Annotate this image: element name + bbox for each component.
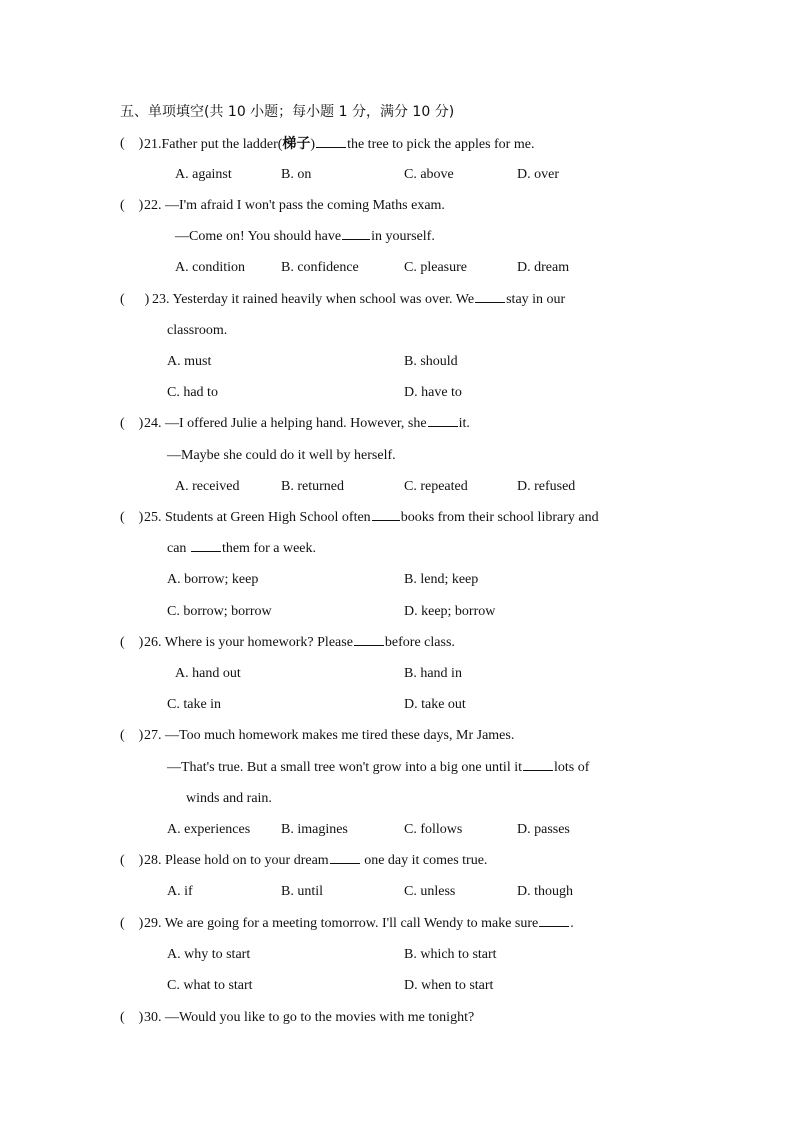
answer-paren: ( ): [120, 916, 144, 931]
question-text: 24. —I offered Julie a helping hand. However, she it.: [144, 416, 470, 431]
answer-blank: [523, 758, 553, 771]
answer-blank: [428, 414, 458, 427]
answer-paren: ( ): [120, 1010, 144, 1025]
answer-paren: ( ): [120, 416, 144, 431]
question-text: 25. Students at Green High School often books from their school library and: [144, 510, 599, 525]
option-d: D. have to: [404, 385, 462, 400]
option-c: C. what to start: [167, 978, 253, 993]
option-a: A. must: [167, 354, 212, 369]
option-c: C. follows: [404, 822, 463, 837]
option-a: A. borrow; keep: [167, 572, 259, 587]
option-c: C. repeated: [404, 479, 468, 494]
question-24-line2: —Maybe she could do it well by herself.: [167, 448, 396, 463]
question-text: 28. Please hold on to your dream one day it comes true.: [144, 853, 488, 868]
question-22-line2: —Come on! You should have in yourself.: [175, 229, 435, 244]
question-27-line3: winds and rain.: [186, 791, 272, 806]
option-a: A. hand out: [175, 666, 241, 681]
option-d: D. though: [517, 884, 573, 899]
answer-paren: ( ): [120, 728, 144, 743]
question-25-line2: can them for a week.: [167, 541, 317, 556]
option-a: A. experiences: [167, 822, 251, 837]
option-d: D. when to start: [404, 978, 494, 993]
option-c: C. above: [404, 167, 454, 182]
question-text: 29. We are going for a meeting tomorrow. I'll call Wendy to make sure .: [144, 916, 574, 931]
answer-paren: ( ): [120, 853, 144, 868]
question-23: [120, 290, 675, 310]
option-d: D. passes: [517, 822, 570, 837]
question-23-line2: classroom.: [167, 323, 228, 338]
answer-blank: [191, 539, 221, 552]
answer-blank: [475, 290, 505, 303]
option-c: C. take in: [167, 697, 222, 712]
option-c: C. borrow; borrow: [167, 604, 272, 619]
option-b: B. until: [281, 884, 324, 899]
answer-paren: ( ): [120, 136, 144, 151]
option-b: B. returned: [281, 479, 344, 494]
answer-blank: [539, 914, 569, 927]
answer-blank: [342, 227, 370, 240]
answer-blank: [354, 633, 384, 646]
option-d: D. take out: [404, 697, 466, 712]
question-27-line2: —That's true. But a small tree won't grow into a big one until it lots of: [167, 760, 590, 775]
option-a: A. why to start: [167, 947, 251, 962]
option-d: D. keep; borrow: [404, 604, 496, 619]
section-heading: 五、单项填空(共 10 小题；每小题 1 分，满分 10 分): [120, 104, 455, 120]
answer-paren: ( ): [120, 635, 144, 650]
option-a: A. condition: [175, 260, 245, 275]
option-b: B. imagines: [281, 822, 348, 837]
option-a: A. if: [167, 884, 193, 899]
question-text: 27. —Too much homework makes me tired these days, Mr James.: [144, 728, 515, 743]
option-b: B. on: [281, 167, 312, 182]
option-b: B. confidence: [281, 260, 359, 275]
question-text: 23. Yesterday it rained heavily when school was over. We stay in our: [152, 292, 566, 307]
answer-paren: ( ): [120, 198, 144, 213]
answer-blank: [330, 851, 360, 864]
answer-blank: [316, 135, 346, 148]
question-text: 22. —I'm afraid I won't pass the coming Maths exam.: [144, 198, 445, 213]
answer-blank: [372, 508, 400, 521]
option-c: C. had to: [167, 385, 218, 400]
question-text: 30. —Would you like to go to the movies with me tonight?: [144, 1010, 475, 1025]
option-d: D. dream: [517, 260, 570, 275]
option-d: D. over: [517, 167, 559, 182]
option-b: B. hand in: [404, 666, 462, 681]
answer-paren: ( ): [120, 292, 150, 307]
question-text: 26. Where is your homework? Please before class.: [144, 635, 455, 650]
question-text: 21.Father put the ladder(梯子) the tree to pick the apples for me.: [144, 136, 535, 152]
option-b: B. lend; keep: [404, 572, 479, 587]
option-b: B. should: [404, 354, 458, 369]
option-a: A. against: [175, 167, 232, 182]
option-d: D. refused: [517, 479, 576, 494]
option-c: C. pleasure: [404, 260, 467, 275]
option-c: C. unless: [404, 884, 456, 899]
option-a: A. received: [175, 479, 240, 494]
option-b: B. which to start: [404, 947, 497, 962]
answer-paren: ( ): [120, 510, 144, 525]
